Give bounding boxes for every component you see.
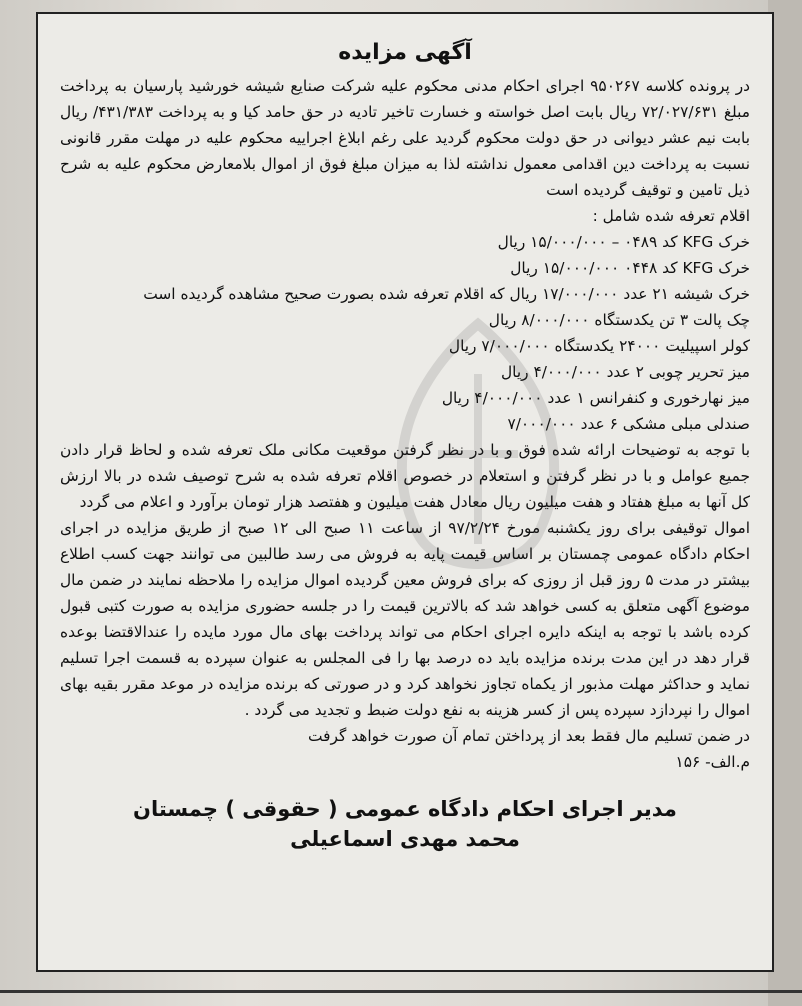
page-divider xyxy=(0,990,802,993)
list-item: خرک KFG کد ۰۴۴۸ ۱۵/۰۰۰/۰۰۰ ریال xyxy=(510,259,750,277)
reference-number: م.الف- ۱۵۶ xyxy=(675,753,750,771)
items-list xyxy=(60,229,750,437)
delivery-note: در ضمن تسلیم مال فقط بعد از پرداختن تمام آن صورت خواهد گرفت xyxy=(308,727,750,745)
auction-notice xyxy=(36,12,774,972)
list-item: خرک شیشه ۲۱ عدد ۱۷/۰۰۰/۰۰۰ ریال که اقلام تعرفه شده بصورت صحیح مشاهده گردیده است xyxy=(143,285,750,303)
signature-title: مدیر اجرای احکام دادگاه عمومی ( حقوقی ) چمستان xyxy=(133,797,677,821)
list-item: چک پالت ۳ تن یکدستگاه ۸/۰۰۰/۰۰۰ ریال xyxy=(488,311,750,329)
list-item: خرک KFG کد ۰۴۸۹ – ۱۵/۰۰۰/۰۰۰ ریال xyxy=(497,233,750,251)
auction-terms-paragraph: اموال توقیفی برای روز یکشنبه مورخ ۹۷/۲/۲۴ از ساعت ۱۱ صبح الی ۱۲ صبح از طریق مزایده در اجرای احکام دادگاه عمومی چمستان بر اساس قیمت پایه به فروش می رسد طالبین می توانند جهت کسب اطلاع بیشتر در مدت ۵ روز قبل از روزی که برای فروش معین گردیده اموال مزایده را ملاحظه نمایند در ضمن مال موضوع آگهی متعلق به کسی خواهد شد که بالاترین قیمت را در جلسه حضوری مزایده به صورت کتبی قبول کرده باشد با توجه به اینکه دایره اجرای احکام می تواند پرداخت بهای مال مورد مایده را عندالاقتضا بوعده قرار دهد در این مدت برنده مزایده باید ده درصد بها را فی المجلس به عنوان سپرده به قسمت اجرا تسلیم نماید و حداکثر مهلت مذبور از یکماه تجاوز نخواهد کرد و در صورتی که برنده مزایده در موعد مقرر بقیه بهای اموال را نپردازد سپرده پس از کسر هزینه به نفع دولت ضبط و تجدید می گردد . xyxy=(60,519,750,719)
list-item: صندلی مبلی مشکی ۶ عدد ۷/۰۰۰/۰۰۰ xyxy=(507,415,750,433)
signature-name: محمد مهدی اسماعیلی xyxy=(290,827,520,851)
intro-paragraph: در پرونده کلاسه ۹۵۰۲۶۷ اجرای احکام مدنی محکوم علیه شرکت صنایع شیشه خورشید پارسیان به پرداخت مبلغ ۷۲/۰۲۷/۶۳۱ ریال بابت اصل خواسته و خسارت تاخیر تادیه در حق حامد کیا و به پرداخت ۴۳۱/۳۸۳/ ریال بابت نیم عشر دیوانی در حق دولت محکوم گردید علی رغم ابلاغ اجراییه محکوم علیه در مهلت مقرر قانونی نسبت به پرداخت دین اقدامی معمول نداشته لذا به میزان مبلغ فوق از اموال بلامعارض محکوم علیه به شرح ذیل تامین و توقیف گردیده است xyxy=(60,77,750,199)
list-item: کولر اسپیلیت ۲۴۰۰۰ یکدستگاه ۷/۰۰۰/۰۰۰ ریال xyxy=(448,337,750,355)
items-heading: اقلام تعرفه شده شامل : xyxy=(592,207,750,225)
list-item: میز تحریر چوبی ۲ عدد ۴/۰۰۰/۰۰۰ ریال xyxy=(500,363,750,381)
list-item: میز نهارخوری و کنفرانس ۱ عدد ۴/۰۰۰/۰۰۰ ریال xyxy=(441,389,750,407)
valuation-paragraph: با توجه به توضیحات ارائه شده فوق و با در نظر گرفتن موقعیت مکانی ملک تعرفه شده و لحاظ قرار دادن جمیع عوامل و با در نظر گرفتن و استعلام در خصوص اقلام تعرفه شده به شرح توصیف شده در بالا ارزش کل آنها به مبلغ هفتاد و هفت میلیون ریال معادل هفت میلیون و هفتصد هزار تومان برآورد و اعلام می گردد xyxy=(60,441,750,511)
notice-title: آگهی مزایده xyxy=(338,40,472,65)
